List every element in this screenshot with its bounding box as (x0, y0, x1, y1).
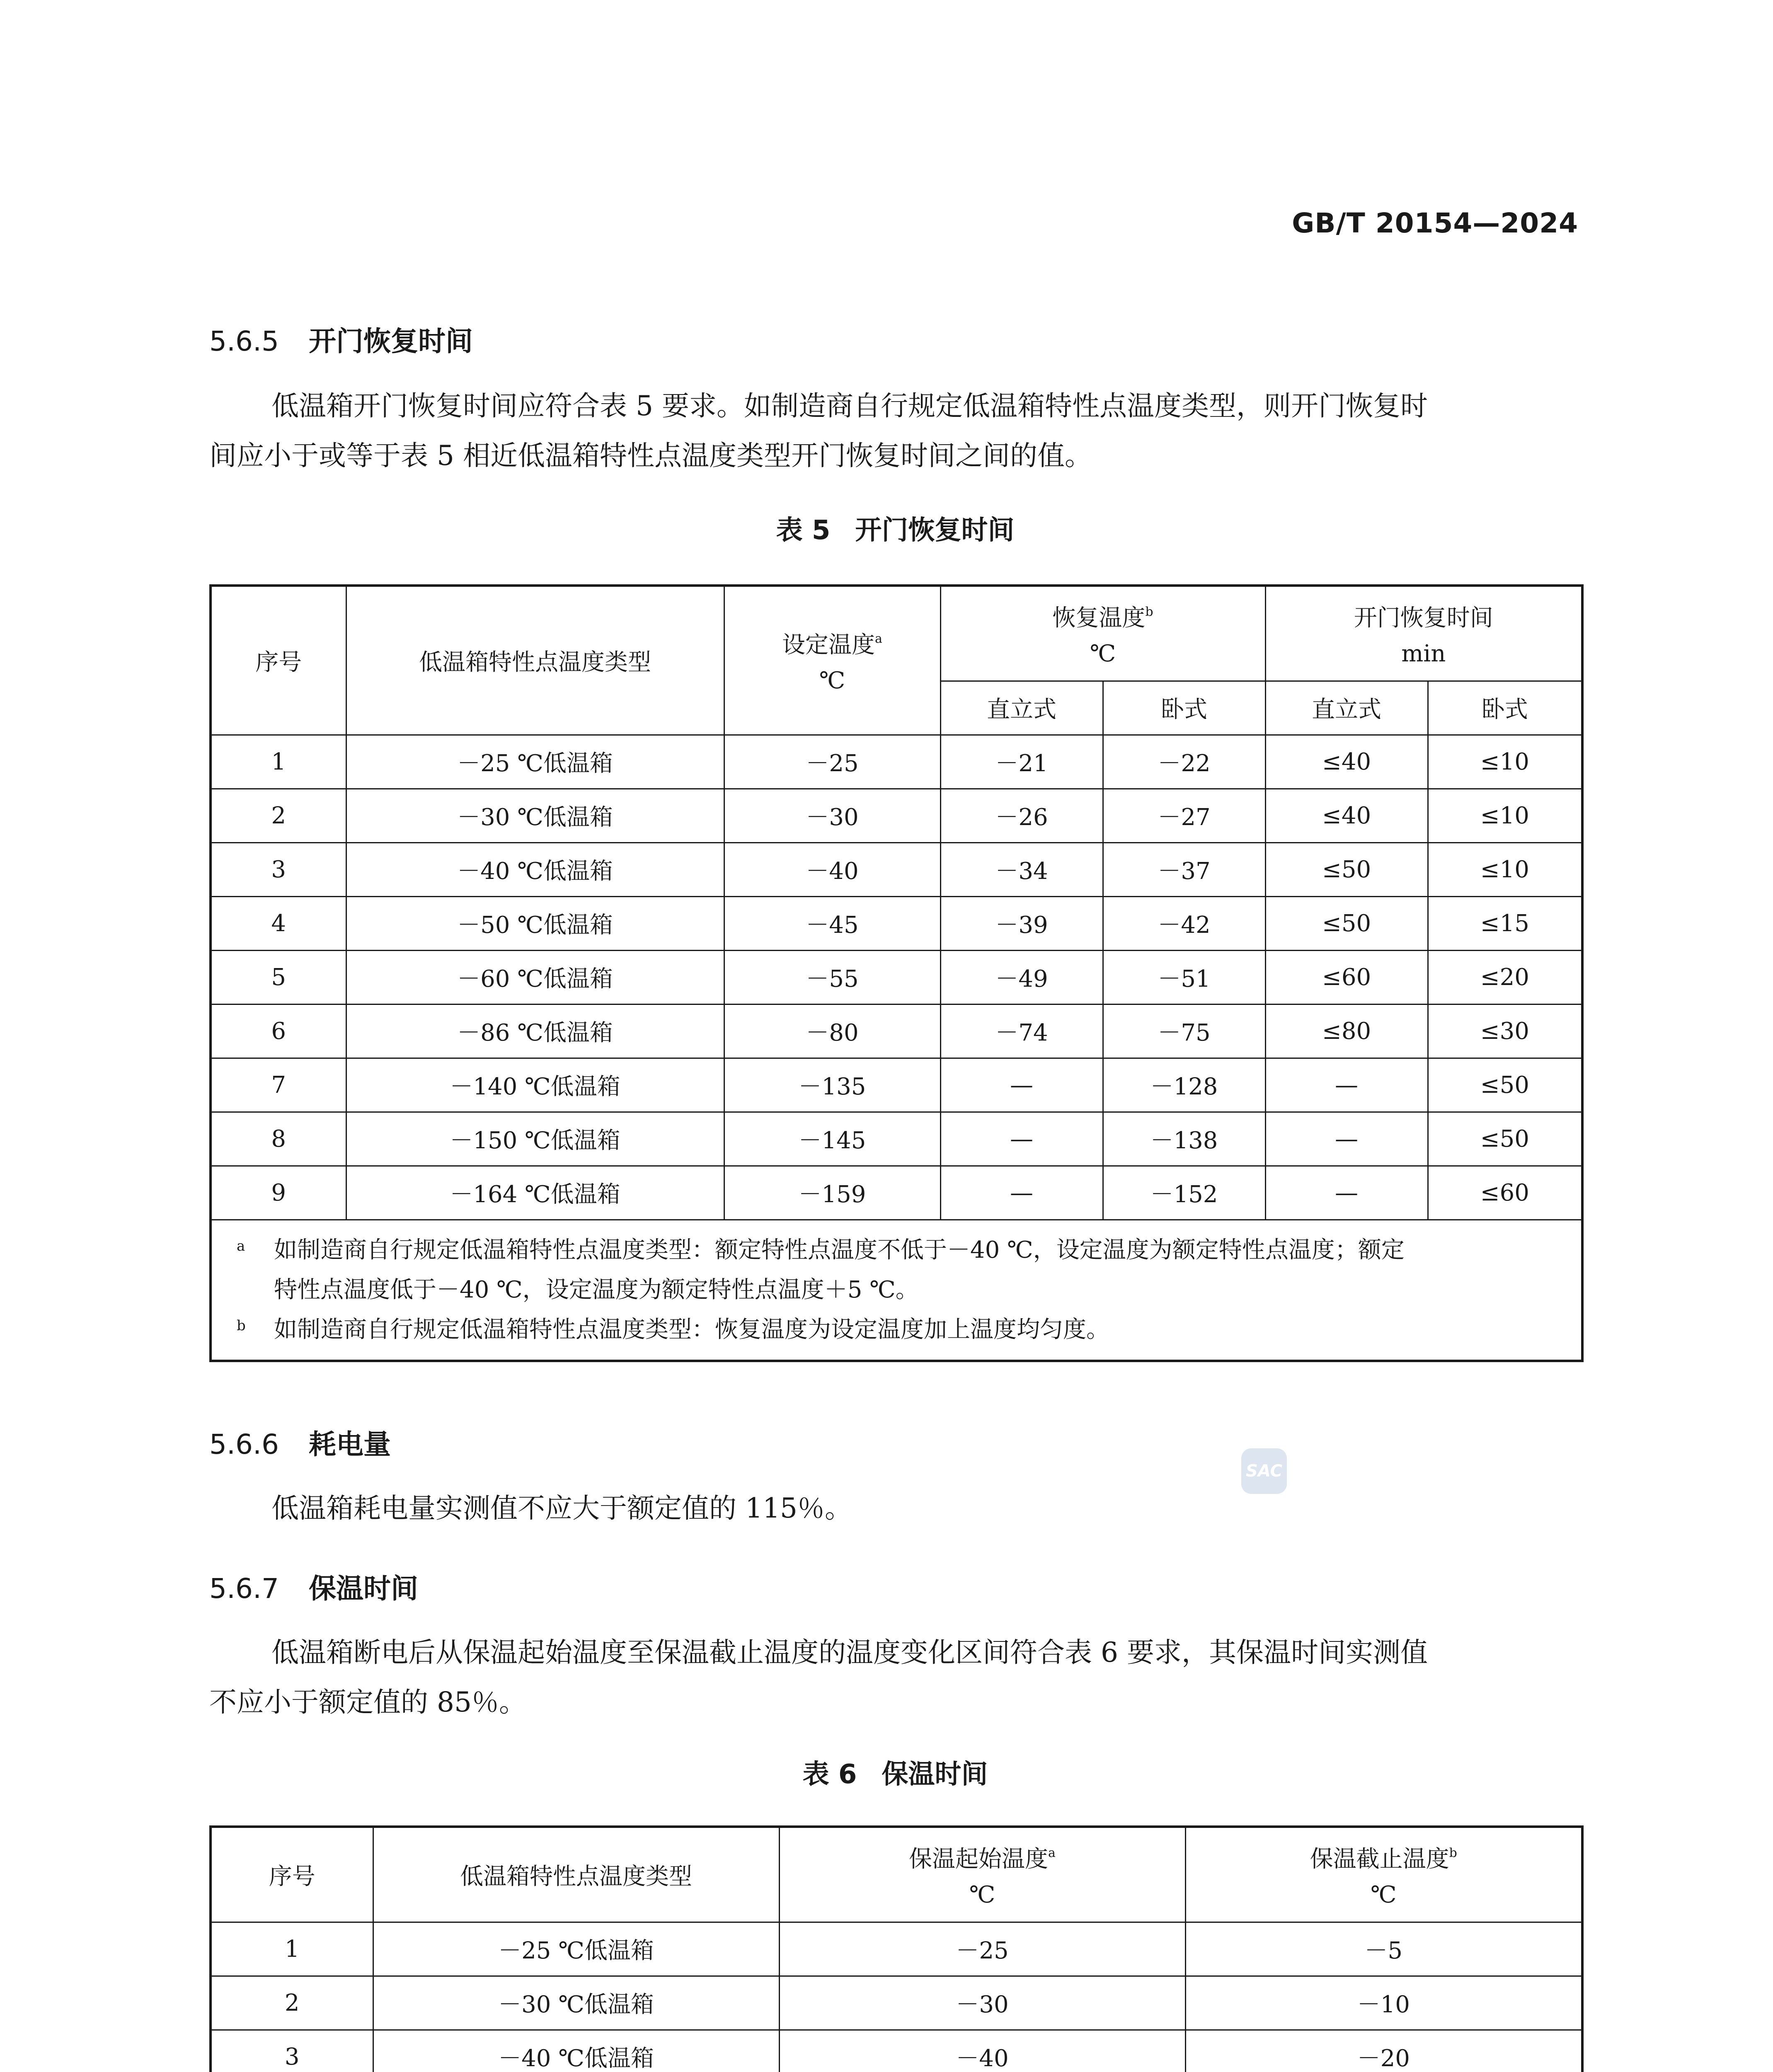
t5-cell-time-up: ≤50 (1265, 896, 1428, 950)
t5-row (211, 1166, 1582, 1220)
t6-header-seq: 序号 (211, 1827, 373, 1922)
t5-header-upright-time: 直立式 (1265, 681, 1428, 735)
t5-row (211, 1112, 1582, 1166)
t5-header-recovery-temp (940, 586, 1265, 681)
t5-recovery-temp-mark: b (1145, 605, 1153, 620)
t5-cell-rt-chest: －42 (1103, 896, 1265, 950)
t5-recovery-temp-unit: ℃ (1090, 640, 1116, 668)
t5-cell-set: －30 (724, 789, 940, 842)
t6-start-mark: a (1048, 1846, 1056, 1861)
t5-cell-seq: 5 (211, 950, 346, 1004)
t5-footnote-a-mark: a (237, 1237, 245, 1254)
t5-recovery-time-unit: min (1401, 640, 1446, 668)
t6-end-mark: b (1449, 1846, 1457, 1861)
t5-cell-seq: 2 (211, 789, 346, 842)
t5-cell-type: －150 ℃低温箱 (346, 1112, 724, 1166)
t5-row (211, 950, 1582, 1004)
table5 (209, 584, 1584, 1362)
t5-footnote-a-line2: 特性点温度低于－40 ℃，设定温度为额定特性点温度＋5 ℃。 (274, 1276, 919, 1303)
t5-row (211, 842, 1582, 896)
t5-cell-seq: 6 (211, 1004, 346, 1058)
sac-watermark: SAC (1241, 1448, 1287, 1494)
t5-cell-time-chest: ≤10 (1428, 842, 1582, 896)
t5-footnote-b (237, 1310, 1565, 1350)
t5-header-seq: 序号 (211, 586, 346, 735)
section-566-title: 耗电量 (309, 1428, 391, 1460)
t5-cell-type: －25 ℃低温箱 (346, 735, 724, 789)
t5-cell-seq: 8 (211, 1112, 346, 1166)
t5-cell-rt-chest: －75 (1103, 1004, 1265, 1058)
t5-cell-rt-chest: －37 (1103, 842, 1265, 896)
t5-cell-rt-up: －34 (940, 842, 1103, 896)
t5-cell-type: －50 ℃低温箱 (346, 896, 724, 950)
t5-footnote-b-line1: 如制造商自行规定低温箱特性点温度类型：恢复温度为设定温度加上温度均匀度。 (274, 1316, 1109, 1343)
t5-set-temp-label: 设定温度 (782, 632, 875, 659)
table6 (209, 1825, 1584, 2072)
t5-cell-seq: 3 (211, 842, 346, 896)
t6-cell-start: －30 (779, 1976, 1185, 2030)
t5-header-recovery-time (1265, 586, 1582, 681)
t5-row (211, 896, 1582, 950)
t5-cell-rt-chest: －128 (1103, 1058, 1265, 1112)
t6-end-unit: ℃ (1370, 1881, 1397, 1909)
t5-header-chest: 卧式 (1103, 681, 1265, 735)
t6-row (211, 1976, 1582, 2030)
t6-cell-type: －40 ℃低温箱 (373, 2030, 779, 2072)
t5-cell-rt-chest: －27 (1103, 789, 1265, 842)
table5-label: 表 5 (776, 515, 831, 546)
t6-cell-seq: 3 (211, 2030, 373, 2072)
section-567-paragraph (209, 1628, 1581, 1727)
section-566-number: 5.6.6 (209, 1428, 279, 1460)
t5-cell-rt-chest: －51 (1103, 950, 1265, 1004)
t5-header-set-temp (724, 586, 940, 735)
t6-header-type: 低温箱特性点温度类型 (373, 1827, 779, 1922)
section-567-paragraph-line2: 不应小于额定值的 85％。 (209, 1686, 526, 1718)
section-565-paragraph-line2: 间应小于或等于表 5 相近低温箱特性点温度类型开门恢复时间之间的值。 (209, 440, 1092, 472)
t5-cell-rt-chest: －138 (1103, 1112, 1265, 1166)
t5-cell-type: －30 ℃低温箱 (346, 789, 724, 842)
t6-cell-type: －30 ℃低温箱 (373, 1976, 779, 2030)
t5-cell-rt-up: －49 (940, 950, 1103, 1004)
t5-cell-rt-chest: －22 (1103, 735, 1265, 789)
t5-cell-time-chest: ≤20 (1428, 950, 1582, 1004)
t5-cell-seq: 4 (211, 896, 346, 950)
t5-footnotes (211, 1220, 1582, 1361)
t5-cell-time-up: ≤60 (1265, 950, 1428, 1004)
t5-cell-type: －40 ℃低温箱 (346, 842, 724, 896)
section-567-heading (209, 1566, 418, 1606)
t5-header-chest-time: 卧式 (1428, 681, 1582, 735)
t5-row (211, 735, 1582, 789)
t6-cell-end: －5 (1185, 1922, 1582, 1976)
table6-title: 保温时间 (882, 1759, 988, 1790)
table5-caption (209, 509, 1581, 547)
section-565-number: 5.6.5 (209, 325, 279, 357)
t6-cell-start: －25 (779, 1922, 1185, 1976)
t6-start-label: 保温起始温度 (909, 1846, 1049, 1873)
t6-start-unit: ℃ (969, 1881, 995, 1909)
t5-cell-type: －164 ℃低温箱 (346, 1166, 724, 1220)
t5-cell-set: －40 (724, 842, 940, 896)
t6-row (211, 1922, 1582, 1976)
table6-label: 表 6 (802, 1759, 857, 1790)
t5-cell-set: －159 (724, 1166, 940, 1220)
t5-cell-time-up: ≤80 (1265, 1004, 1428, 1058)
t5-recovery-time-label: 开门恢复时间 (1354, 605, 1493, 632)
section-565-title: 开门恢复时间 (309, 325, 473, 357)
t5-cell-rt-up: －74 (940, 1004, 1103, 1058)
t6-cell-seq: 2 (211, 1976, 373, 2030)
t5-cell-set: －145 (724, 1112, 940, 1166)
standard-code: GB/T 20154—2024 (1292, 207, 1578, 239)
t5-cell-set: －45 (724, 896, 940, 950)
t5-set-temp-unit: ℃ (819, 667, 845, 695)
t5-cell-time-up: — (1265, 1058, 1428, 1112)
t5-cell-time-chest: ≤60 (1428, 1166, 1582, 1220)
t5-cell-seq: 7 (211, 1058, 346, 1112)
t5-footnote-b-mark: b (237, 1317, 246, 1334)
t5-cell-type: －60 ℃低温箱 (346, 950, 724, 1004)
t6-cell-type: －25 ℃低温箱 (373, 1922, 779, 1976)
t5-cell-rt-chest: －152 (1103, 1166, 1265, 1220)
t5-cell-rt-up: －39 (940, 896, 1103, 950)
t5-cell-time-chest: ≤50 (1428, 1058, 1582, 1112)
t5-cell-rt-up: －26 (940, 789, 1103, 842)
t5-cell-time-up: ≤50 (1265, 842, 1428, 896)
section-566-paragraph-text: 低温箱耗电量实测值不应大于额定值的 115％。 (271, 1492, 852, 1524)
t5-footnote-a (237, 1230, 1565, 1310)
t5-header-type: 低温箱特性点温度类型 (346, 586, 724, 735)
section-566-heading (209, 1422, 391, 1462)
t5-cell-type: －140 ℃低温箱 (346, 1058, 724, 1112)
t5-cell-rt-up: — (940, 1166, 1103, 1220)
t5-cell-type: －86 ℃低温箱 (346, 1004, 724, 1058)
t5-footnote-a-line1: 如制造商自行规定低温箱特性点温度类型：额定特性点温度不低于－40 ℃，设定温度为额定特性点温度；额定 (274, 1236, 1405, 1264)
section-566-paragraph (209, 1484, 1581, 1533)
t5-cell-time-up: — (1265, 1166, 1428, 1220)
table5-title: 开门恢复时间 (855, 515, 1015, 546)
t5-cell-time-chest: ≤30 (1428, 1004, 1582, 1058)
t5-cell-seq: 9 (211, 1166, 346, 1220)
t5-row (211, 1004, 1582, 1058)
t5-row (211, 789, 1582, 842)
t5-cell-rt-up: －21 (940, 735, 1103, 789)
t5-cell-time-chest: ≤10 (1428, 735, 1582, 789)
section-567-title: 保温时间 (309, 1573, 418, 1605)
t6-cell-seq: 1 (211, 1922, 373, 1976)
t5-cell-time-chest: ≤10 (1428, 789, 1582, 842)
t5-cell-time-up: ≤40 (1265, 735, 1428, 789)
t5-cell-time-chest: ≤50 (1428, 1112, 1582, 1166)
t5-header-upright: 直立式 (940, 681, 1103, 735)
t5-cell-seq: 1 (211, 735, 346, 789)
t5-row (211, 1058, 1582, 1112)
t5-cell-set: －25 (724, 735, 940, 789)
t6-header-start (779, 1827, 1185, 1922)
t5-cell-time-up: ≤40 (1265, 789, 1428, 842)
t5-cell-time-up: — (1265, 1112, 1428, 1166)
section-567-paragraph-line1: 低温箱断电后从保温起始温度至保温截止温度的温度变化区间符合表 6 要求，其保温时间实测值 (271, 1636, 1428, 1668)
t5-cell-set: －55 (724, 950, 940, 1004)
section-567-number: 5.6.7 (209, 1573, 279, 1605)
section-565-paragraph-line1: 低温箱开门恢复时间应符合表 5 要求。如制造商自行规定低温箱特性点温度类型，则开门恢复时 (271, 390, 1428, 422)
t5-cell-rt-up: — (940, 1058, 1103, 1112)
t5-cell-set: －80 (724, 1004, 940, 1058)
t6-row (211, 2030, 1582, 2072)
table6-caption (209, 1753, 1581, 1791)
section-565-heading (209, 319, 473, 358)
t6-cell-start: －40 (779, 2030, 1185, 2072)
t5-recovery-temp-label: 恢复温度 (1052, 605, 1146, 632)
t6-header-end (1185, 1827, 1582, 1922)
t5-set-temp-mark: a (875, 632, 882, 646)
t6-cell-end: －10 (1185, 1976, 1582, 2030)
t5-cell-time-chest: ≤15 (1428, 896, 1582, 950)
t5-cell-rt-up: — (940, 1112, 1103, 1166)
t6-end-label: 保温截止温度 (1310, 1846, 1449, 1873)
section-565-paragraph (209, 381, 1581, 481)
t6-cell-end: －20 (1185, 2030, 1582, 2072)
t5-cell-set: －135 (724, 1058, 940, 1112)
